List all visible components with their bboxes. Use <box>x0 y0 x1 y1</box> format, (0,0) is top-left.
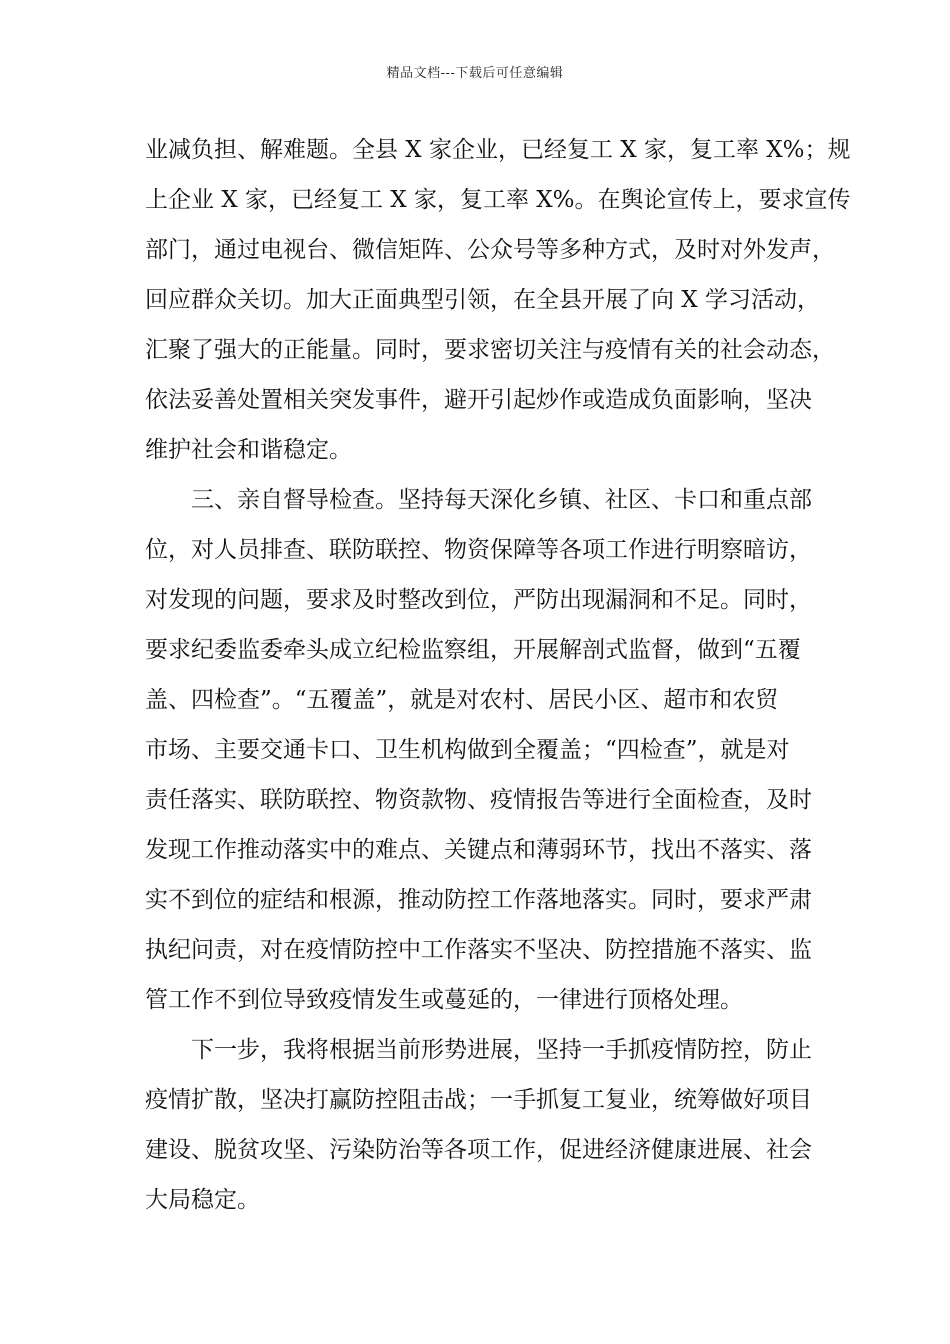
text-line: 维护社会和谐稳定。 <box>145 437 352 463</box>
text-line: 上企业 X 家，已经复工 X 家，复工率 X%。在舆论宣传上，要求宣传 <box>145 187 851 213</box>
text-line: 汇聚了强大的正能量。同时，要求密切关注与疫情有关的社会动态， <box>145 337 835 363</box>
text-line: 实不到位的症结和根源，推动防控工作落地落实。同时，要求严肃 <box>145 887 812 913</box>
text-line: 建设、脱贫攻坚、污染防治等各项工作，促进经济健康进展、社会 <box>145 1137 812 1163</box>
text-line: 位，对人员排查、联防联控、物资保障等各项工作进行明察暗访， <box>145 537 812 563</box>
text-line: 市场、主要交通卡口、卫生机构做到全覆盖；“四检查”，就是对 <box>145 737 790 763</box>
text-line: 盖、四检查”。“五覆盖”，就是对农村、居民小区、超市和农贸 <box>145 687 779 713</box>
text-line: 责任落实、联防联控、物资款物、疫情报告等进行全面检查，及时 <box>145 787 812 813</box>
text-line: 要求纪委监委牵头成立纪检监察组，开展解剖式监督，做到“五覆 <box>145 637 801 663</box>
text-line: 执纪问责，对在疫情防控中工作落实不坚决、防控措施不落实、监 <box>145 937 812 963</box>
text-line: 业减负担、解难题。全县 X 家企业，已经复工 X 家，复工率 X%；规 <box>145 137 851 163</box>
text-line: 回应群众关切。加大正面典型引领，在全县开展了向 X 学习活动， <box>145 287 820 313</box>
paragraph-2 <box>145 480 810 1030</box>
page-header: 精品文档---下载后可任意编辑 <box>386 66 564 81</box>
text-line: 依法妥善处置相关突发事件，避开引起炒作或造成负面影响，坚决 <box>145 387 812 413</box>
text-line: 对发现的问题，要求及时整改到位，严防出现漏洞和不足。同时， <box>145 587 812 613</box>
paragraph-3 <box>145 1030 810 1230</box>
text-line: 管工作不到位导致疫情发生或蔓延的，一律进行顶格处理。 <box>145 987 743 1013</box>
text-line: 发现工作推动落实中的难点、关键点和薄弱环节，找出不落实、落 <box>145 837 812 863</box>
paragraph-1 <box>145 130 851 480</box>
text-line: 疫情扩散，坚决打赢防控阻击战；一手抓复工复业，统筹做好项目 <box>145 1087 812 1113</box>
text-line: 大局稳定。 <box>145 1187 260 1213</box>
text-line: 三、亲自督导检查。坚持每天深化乡镇、社区、卡口和重点部 <box>191 487 812 513</box>
text-line: 下一步，我将根据当前形势进展，坚持一手抓疫情防控，防止 <box>191 1037 812 1063</box>
document-body <box>145 130 851 1230</box>
text-line: 部门，通过电视台、微信矩阵、公众号等多种方式，及时对外发声， <box>145 237 835 263</box>
